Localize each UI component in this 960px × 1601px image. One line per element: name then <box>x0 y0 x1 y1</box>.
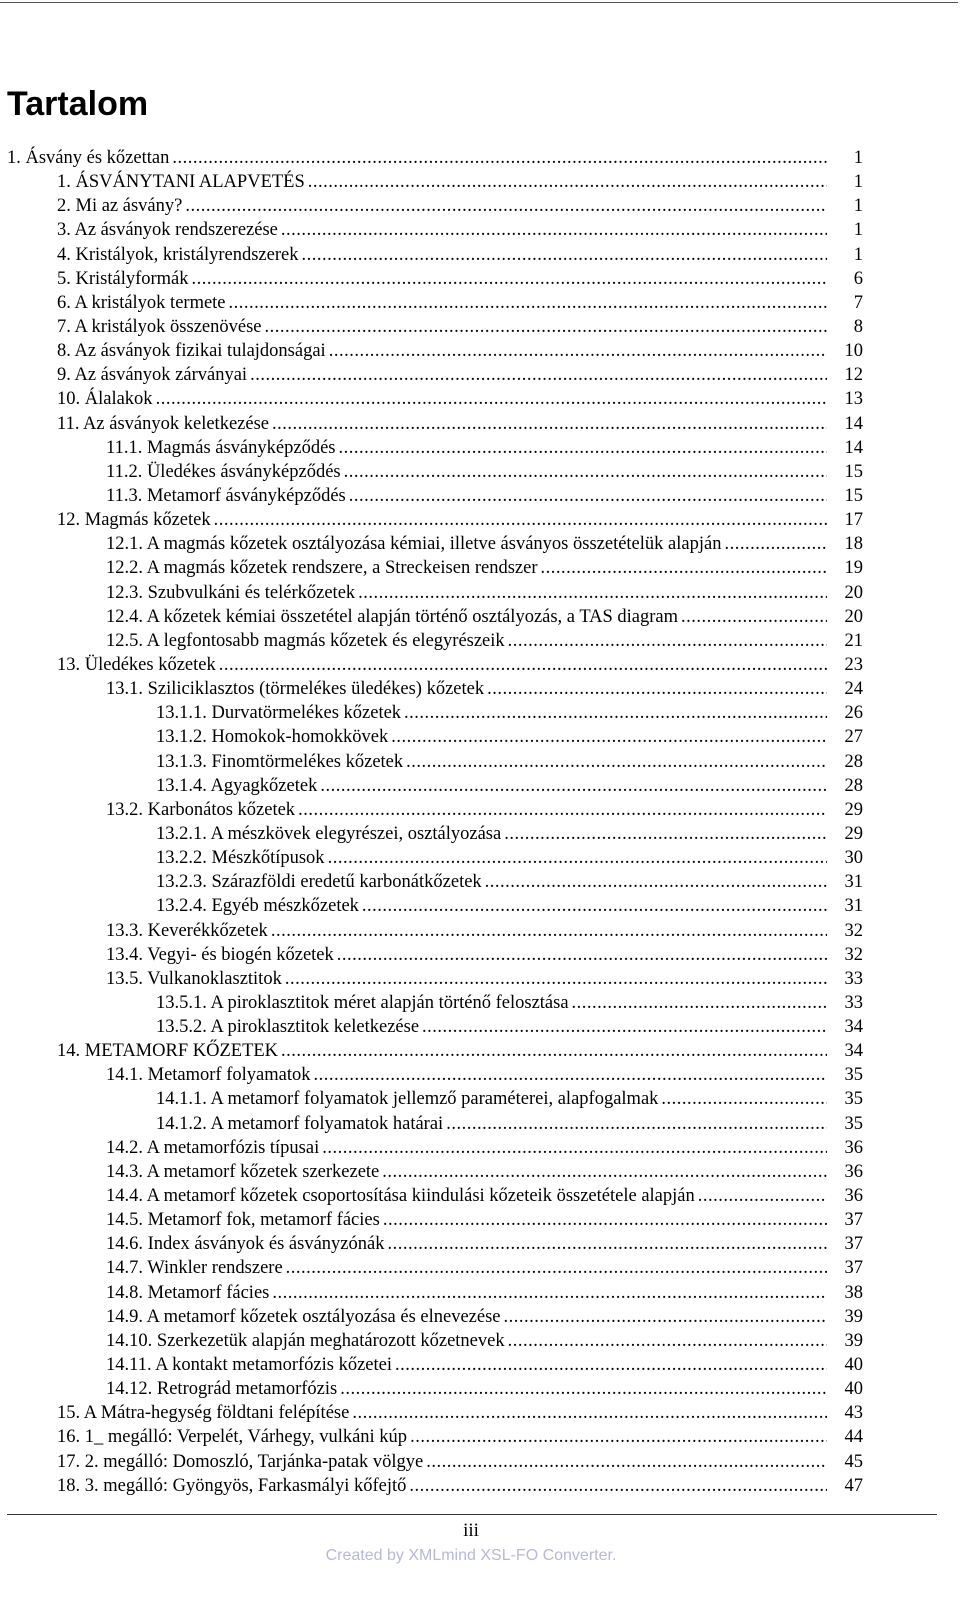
toc-entry[interactable] <box>0 1281 880 1305</box>
toc-entry-label: 11. Az ásványok keletkezése <box>57 412 272 436</box>
toc-dot-leader <box>572 991 827 1015</box>
toc-entry-page: 20 <box>844 606 863 627</box>
toc-entry[interactable] <box>0 677 880 701</box>
toc-entry-label: 14.5. Metamorf fok, metamorf fácies <box>106 1208 383 1232</box>
toc-entry-label: 13.2.1. A mészkövek elegyrészei, osztályozása <box>156 822 504 846</box>
toc-entry-label: 14.6. Index ásványok és ásványzónák <box>106 1232 387 1256</box>
toc-dot-leader <box>426 1450 827 1474</box>
toc-entry-label: 1. ÁSVÁNYTANI ALAPVETÉS <box>57 170 308 194</box>
toc-entry-label: 9. Az ásványok zárványai <box>57 363 250 387</box>
toc-entry[interactable] <box>0 267 880 291</box>
toc-entry[interactable] <box>0 605 880 629</box>
toc-entry-page: 35 <box>844 1065 863 1086</box>
toc-dot-leader <box>352 1401 827 1425</box>
toc-entry[interactable] <box>0 1450 880 1474</box>
toc-entry[interactable] <box>0 919 880 943</box>
toc-entry-page: 8 <box>853 316 863 337</box>
toc-entry-page: 37 <box>844 1258 863 1279</box>
toc-entry-label: 13.1.4. Agyagkőzetek <box>156 774 320 798</box>
toc-entry-page: 34 <box>844 1017 863 1038</box>
toc-dot-leader <box>504 822 827 846</box>
toc-entry[interactable] <box>0 967 880 991</box>
toc-entry-page: 32 <box>844 920 863 941</box>
toc-dot-leader <box>185 194 827 218</box>
toc-entry-label: 17. 2. megálló: Domoszló, Tarjánka-patak völgye <box>57 1450 426 1474</box>
toc-entry[interactable] <box>0 170 880 194</box>
toc-entry-label: 14.10. Szerkezetük alapján meghatározott kőzetnevek <box>106 1329 508 1353</box>
toc-entry[interactable] <box>0 1184 880 1208</box>
toc-entry-page: 15 <box>844 461 863 482</box>
toc-dot-leader <box>387 1232 827 1256</box>
toc-entry[interactable] <box>0 629 880 653</box>
toc-entry[interactable] <box>0 1401 880 1425</box>
toc-entry-page: 35 <box>844 1089 863 1110</box>
toc-dot-leader <box>298 798 827 822</box>
toc-entry[interactable] <box>0 508 880 532</box>
toc-dot-leader <box>362 894 827 918</box>
toc-dot-leader <box>338 436 827 460</box>
toc-entry-page: 44 <box>844 1427 863 1448</box>
toc-entry-label: 16. 1_ megálló: Verpelét, Várhegy, vulkáni kúp <box>57 1425 410 1449</box>
toc-entry-label: 6. A kristályok termete <box>57 291 229 315</box>
toc-dot-leader <box>272 412 827 436</box>
toc-entry[interactable] <box>0 1063 880 1087</box>
toc-entry-page: 21 <box>844 630 863 651</box>
toc-entry-label: 5. Kristályformák <box>57 267 192 291</box>
toc-entry-label: 2. Mi az ásvány? <box>57 194 185 218</box>
toc-entry-label: 18. 3. megálló: Gyöngyös, Farkasmályi kőfejtő <box>57 1474 409 1498</box>
toc-dot-leader <box>328 846 827 870</box>
table-of-contents <box>0 146 880 1498</box>
toc-entry[interactable] <box>0 146 880 170</box>
toc-entry-label: 7. A kristályok összenövése <box>57 315 265 339</box>
toc-entry[interactable] <box>0 1232 880 1256</box>
toc-dot-leader <box>349 484 827 508</box>
toc-entry[interactable] <box>0 363 880 387</box>
toc-entry[interactable] <box>0 412 880 436</box>
toc-dot-leader <box>508 629 827 653</box>
toc-entry-label: 13.2.3. Szárazföldi eredetű karbonátkőzetek <box>156 870 485 894</box>
toc-entry-label: 12.5. A legfontosabb magmás kőzetek és elegyrészeik <box>106 629 508 653</box>
toc-entry-label: 13.1.3. Finomtörmelékes kőzetek <box>156 750 406 774</box>
toc-entry-page: 23 <box>844 654 863 675</box>
toc-entry-page: 34 <box>844 1041 863 1062</box>
toc-entry[interactable] <box>0 1377 880 1401</box>
toc-entry[interactable] <box>0 1160 880 1184</box>
toc-entry-label: 1. Ásvány és kőzettan <box>7 146 172 170</box>
toc-entry[interactable] <box>0 532 880 556</box>
toc-dot-leader <box>358 581 827 605</box>
toc-entry[interactable] <box>0 846 880 870</box>
toc-entry-label: 14.3. A metamorf kőzetek szerkezete <box>106 1160 382 1184</box>
toc-entry[interactable] <box>0 315 880 339</box>
toc-entry-page: 36 <box>844 1186 863 1207</box>
toc-dot-leader <box>382 1160 827 1184</box>
toc-entry[interactable] <box>0 243 880 267</box>
toc-entry[interactable] <box>0 701 880 725</box>
toc-dot-leader <box>446 1112 827 1136</box>
toc-entry-page: 14 <box>844 437 863 458</box>
toc-entry-label: 13.1.1. Durvatörmelékes kőzetek <box>156 701 404 725</box>
toc-entry[interactable] <box>0 653 880 677</box>
toc-entry-page: 7 <box>853 292 863 313</box>
page-number: iii <box>463 1520 479 1541</box>
toc-dot-leader <box>508 1329 827 1353</box>
toc-entry-page: 33 <box>844 968 863 989</box>
toc-entry[interactable] <box>0 484 880 508</box>
toc-entry-page: 36 <box>844 1161 863 1182</box>
toc-dot-leader <box>409 1474 827 1498</box>
toc-dot-leader <box>329 339 827 363</box>
toc-entry[interactable] <box>0 1256 880 1280</box>
toc-entry-page: 12 <box>844 365 863 386</box>
toc-entry-label: 13.2. Karbonátos kőzetek <box>106 798 298 822</box>
toc-entry-label: 13.4. Vegyi- és biogén kőzetek <box>106 943 337 967</box>
toc-entry[interactable] <box>0 1136 880 1160</box>
toc-dot-leader <box>395 1353 827 1377</box>
toc-entry-label: 11.2. Üledékes ásványképződés <box>106 460 344 484</box>
toc-entry-page: 17 <box>844 510 863 531</box>
toc-entry-page: 10 <box>844 341 863 362</box>
toc-entry-page: 19 <box>844 558 863 579</box>
toc-entry[interactable] <box>0 750 880 774</box>
toc-entry-label: 14.4. A metamorf kőzetek csoportosítása kiindulási kőzeteik összetétele alapján <box>106 1184 698 1208</box>
toc-entry-page: 30 <box>844 848 863 869</box>
toc-entry-label: 14.2. A metamorfózis típusai <box>106 1136 322 1160</box>
toc-dot-leader <box>156 387 827 411</box>
toc-entry-label: 10. Álalakok <box>57 387 156 411</box>
toc-entry-label: 12.1. A magmás kőzetek osztályozása kémiai, illetve ásványos összetételük alapján <box>106 532 724 556</box>
toc-entry[interactable] <box>0 387 880 411</box>
toc-entry-page: 13 <box>844 389 863 410</box>
toc-entry-page: 33 <box>844 992 863 1013</box>
toc-entry-page: 36 <box>844 1137 863 1158</box>
toc-entry-label: 14.1.2. A metamorf folyamatok határai <box>156 1112 446 1136</box>
toc-entry-page: 31 <box>844 872 863 893</box>
toc-entry[interactable] <box>0 1112 880 1136</box>
toc-dot-leader <box>271 919 827 943</box>
toc-entry-page: 20 <box>844 582 863 603</box>
toc-entry-page: 1 <box>853 220 863 241</box>
toc-dot-leader <box>681 605 827 629</box>
toc-entry-label: 14.1.1. A metamorf folyamatok jellemző paraméterei, alapfogalmak <box>156 1087 661 1111</box>
toc-dot-leader <box>487 677 827 701</box>
toc-entry-label: 12.4. A kőzetek kémiai összetétel alapján történő osztályozás, a TAS diagram <box>106 605 681 629</box>
toc-dot-leader <box>272 1281 827 1305</box>
toc-entry-label: 13.1.2. Homokok-homokkövek <box>156 725 391 749</box>
toc-entry-label: 3. Az ásványok rendszerezése <box>57 218 281 242</box>
toc-entry-page: 26 <box>844 703 863 724</box>
toc-entry-page: 37 <box>844 1210 863 1231</box>
toc-entry[interactable] <box>0 460 880 484</box>
toc-dot-leader <box>214 508 827 532</box>
toc-entry-label: 8. Az ásványok fizikai tulajdonságai <box>57 339 329 363</box>
toc-entry[interactable] <box>0 943 880 967</box>
toc-dot-leader <box>406 750 827 774</box>
toc-dot-leader <box>340 1377 827 1401</box>
toc-entry[interactable] <box>0 1353 880 1377</box>
toc-dot-leader <box>698 1184 827 1208</box>
toc-dot-leader <box>541 556 828 580</box>
toc-dot-leader <box>661 1087 827 1111</box>
toc-dot-leader <box>724 532 827 556</box>
toc-entry-label: 12.3. Szubvulkáni és telérkőzetek <box>106 581 358 605</box>
toc-entry-label: 13.1. Sziliciklasztos (törmelékes üledékes) kőzetek <box>106 677 487 701</box>
toc-entry-page: 47 <box>844 1475 863 1496</box>
toc-dot-leader <box>285 967 827 991</box>
toc-entry[interactable] <box>0 339 880 363</box>
toc-entry-page: 28 <box>844 751 863 772</box>
toc-dot-leader <box>383 1208 827 1232</box>
toc-entry-page: 29 <box>844 799 863 820</box>
page-title: Tartalom <box>7 85 149 123</box>
toc-entry-label: 14. METAMORF KŐZETEK <box>57 1039 281 1063</box>
toc-entry[interactable] <box>0 1474 880 1498</box>
toc-dot-leader <box>301 243 827 267</box>
toc-dot-leader <box>219 653 827 677</box>
toc-entry-page: 45 <box>844 1451 863 1472</box>
toc-entry-page: 24 <box>844 679 863 700</box>
toc-entry[interactable] <box>0 291 880 315</box>
toc-entry-label: 12. Magmás kőzetek <box>57 508 214 532</box>
toc-entry-label: 14.8. Metamorf fácies <box>106 1281 272 1305</box>
toc-entry-label: 14.12. Retrográd metamorfózis <box>106 1377 340 1401</box>
toc-dot-leader <box>281 218 827 242</box>
toc-entry-page: 40 <box>844 1379 863 1400</box>
toc-dot-leader <box>485 870 827 894</box>
toc-entry-page: 39 <box>844 1306 863 1327</box>
toc-entry-page: 39 <box>844 1330 863 1351</box>
toc-entry-label: 13.2.4. Egyéb mészkőzetek <box>156 894 362 918</box>
toc-dot-leader <box>286 1256 827 1280</box>
toc-dot-leader <box>265 315 827 339</box>
footer-credit: Created by XMLmind XSL-FO Converter. <box>325 1547 617 1564</box>
toc-entry[interactable] <box>0 1087 880 1111</box>
toc-entry-label: 13.5.2. A piroklasztitok keletkezése <box>156 1015 422 1039</box>
top-rule <box>0 2 958 3</box>
toc-entry-page: 35 <box>844 1113 863 1134</box>
toc-dot-leader <box>229 291 827 315</box>
toc-dot-leader <box>404 701 827 725</box>
toc-entry-label: 4. Kristályok, kristályrendszerek <box>57 243 301 267</box>
toc-dot-leader <box>391 725 827 749</box>
toc-entry-page: 29 <box>844 823 863 844</box>
toc-entry-page: 43 <box>844 1403 863 1424</box>
toc-entry-label: 13. Üledékes kőzetek <box>57 653 219 677</box>
toc-entry-page: 6 <box>853 268 863 289</box>
toc-entry-page: 27 <box>844 727 863 748</box>
toc-entry-label: 13.5. Vulkanoklasztitok <box>106 967 285 991</box>
toc-entry[interactable] <box>0 1015 880 1039</box>
toc-entry-page: 1 <box>853 172 863 193</box>
toc-entry[interactable] <box>0 556 880 580</box>
toc-entry[interactable] <box>0 1305 880 1329</box>
toc-entry-page: 1 <box>853 244 863 265</box>
toc-dot-leader <box>172 146 827 170</box>
toc-entry-page: 15 <box>844 485 863 506</box>
toc-entry[interactable] <box>0 798 880 822</box>
toc-dot-leader <box>320 774 827 798</box>
toc-entry-page: 38 <box>844 1282 863 1303</box>
toc-entry-label: 14.9. A metamorf kőzetek osztályozása és elnevezése <box>106 1305 504 1329</box>
toc-entry-label: 11.1. Magmás ásványképződés <box>106 436 338 460</box>
toc-entry[interactable] <box>0 1329 880 1353</box>
toc-dot-leader <box>337 943 827 967</box>
toc-entry-page: 37 <box>844 1234 863 1255</box>
toc-dot-leader <box>322 1136 827 1160</box>
toc-entry-page: 1 <box>853 148 863 168</box>
toc-entry-label: 14.1. Metamorf folyamatok <box>106 1063 313 1087</box>
toc-dot-leader <box>504 1305 827 1329</box>
toc-entry-label: 15. A Mátra-hegység földtani felépítése <box>57 1401 352 1425</box>
toc-entry-page: 32 <box>844 944 863 965</box>
toc-entry-label: 11.3. Metamorf ásványképződés <box>106 484 349 508</box>
toc-entry-page: 18 <box>844 534 863 555</box>
toc-entry[interactable] <box>0 1425 880 1449</box>
toc-entry[interactable] <box>0 991 880 1015</box>
toc-entry-page: 1 <box>853 196 863 217</box>
toc-dot-leader <box>313 1063 827 1087</box>
toc-dot-leader <box>192 267 827 291</box>
toc-entry[interactable] <box>0 894 880 918</box>
toc-entry[interactable] <box>0 1208 880 1232</box>
toc-entry[interactable] <box>0 1039 880 1063</box>
toc-entry-page: 31 <box>844 896 863 917</box>
footer-rule <box>7 1514 937 1515</box>
toc-entry[interactable] <box>0 822 880 846</box>
toc-entry-page: 40 <box>844 1355 863 1376</box>
toc-entry-label: 13.2.2. Mészkőtípusok <box>156 846 328 870</box>
toc-entry[interactable] <box>0 870 880 894</box>
toc-entry[interactable] <box>0 218 880 242</box>
toc-entry-label: 14.7. Winkler rendszere <box>106 1256 286 1280</box>
toc-entry-label: 14.11. A kontakt metamorfózis kőzetei <box>106 1353 395 1377</box>
toc-entry-label: 13.5.1. A piroklasztitok méret alapján történő felosztása <box>156 991 572 1015</box>
toc-entry[interactable] <box>0 725 880 749</box>
toc-entry[interactable] <box>0 436 880 460</box>
toc-dot-leader <box>410 1425 827 1449</box>
toc-entry[interactable] <box>0 774 880 798</box>
toc-dot-leader <box>308 170 827 194</box>
toc-entry[interactable] <box>0 581 880 605</box>
toc-dot-leader <box>281 1039 827 1063</box>
toc-entry[interactable] <box>0 194 880 218</box>
toc-entry-page: 28 <box>844 775 863 796</box>
toc-entry-page: 14 <box>844 413 863 434</box>
toc-dot-leader <box>344 460 827 484</box>
toc-dot-leader <box>422 1015 827 1039</box>
toc-dot-leader <box>250 363 827 387</box>
toc-entry-label: 13.3. Keverékkőzetek <box>106 919 271 943</box>
toc-entry-label: 12.2. A magmás kőzetek rendszere, a Streckeisen rendszer <box>106 556 541 580</box>
